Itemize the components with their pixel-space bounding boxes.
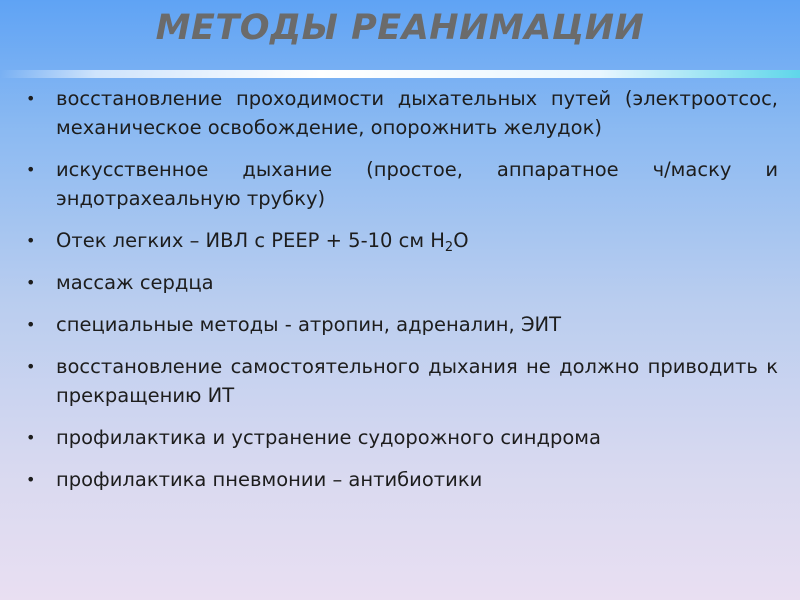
bullet-icon: •: [26, 428, 36, 447]
bullet-icon: •: [26, 357, 36, 376]
slide-title: МЕТОДЫ РЕАНИМАЦИИ: [155, 8, 645, 48]
list-item: [22, 465, 778, 494]
list-item: [22, 310, 778, 339]
list-item: [22, 352, 778, 410]
list-item-text: специальные методы - атропин, адреналин, ЭИТ: [56, 313, 562, 336]
list-item: [22, 84, 778, 142]
bullet-icon: •: [26, 89, 36, 108]
list-item-text: восстановление самостоятельного дыхания не должно приводить к прекращению ИТ: [56, 355, 778, 407]
list-item: [22, 423, 778, 452]
list-item-text: профилактика и устранение судорожного синдрома: [56, 426, 601, 449]
list-item-text: Отек легких – ИВЛ с PEEP + 5-10 см H: [56, 229, 445, 252]
bullet-icon: •: [26, 315, 36, 334]
list-item-text-suffix: O: [453, 229, 469, 252]
bullet-icon: •: [26, 160, 36, 179]
bullet-list: [22, 84, 778, 507]
bullet-icon: •: [26, 470, 36, 489]
list-item: [22, 226, 778, 255]
subscript-two: 2: [444, 240, 454, 255]
list-item: [22, 155, 778, 213]
list-item-text: искусственное дыхание (простое, аппаратное ч/маску и эндотрахеальную трубку): [56, 158, 778, 210]
bullet-icon: •: [26, 231, 36, 250]
list-item-text: восстановление проходимости дыхательных путей (электроотсос, механическое освобождение, опорожнить желудок): [56, 87, 778, 139]
bullet-icon: •: [26, 273, 36, 292]
list-item-text: профилактика пневмонии – антибиотики: [56, 468, 483, 491]
title-divider: [0, 70, 800, 78]
list-item-text: массаж сердца: [56, 271, 214, 294]
list-item: [22, 268, 778, 297]
